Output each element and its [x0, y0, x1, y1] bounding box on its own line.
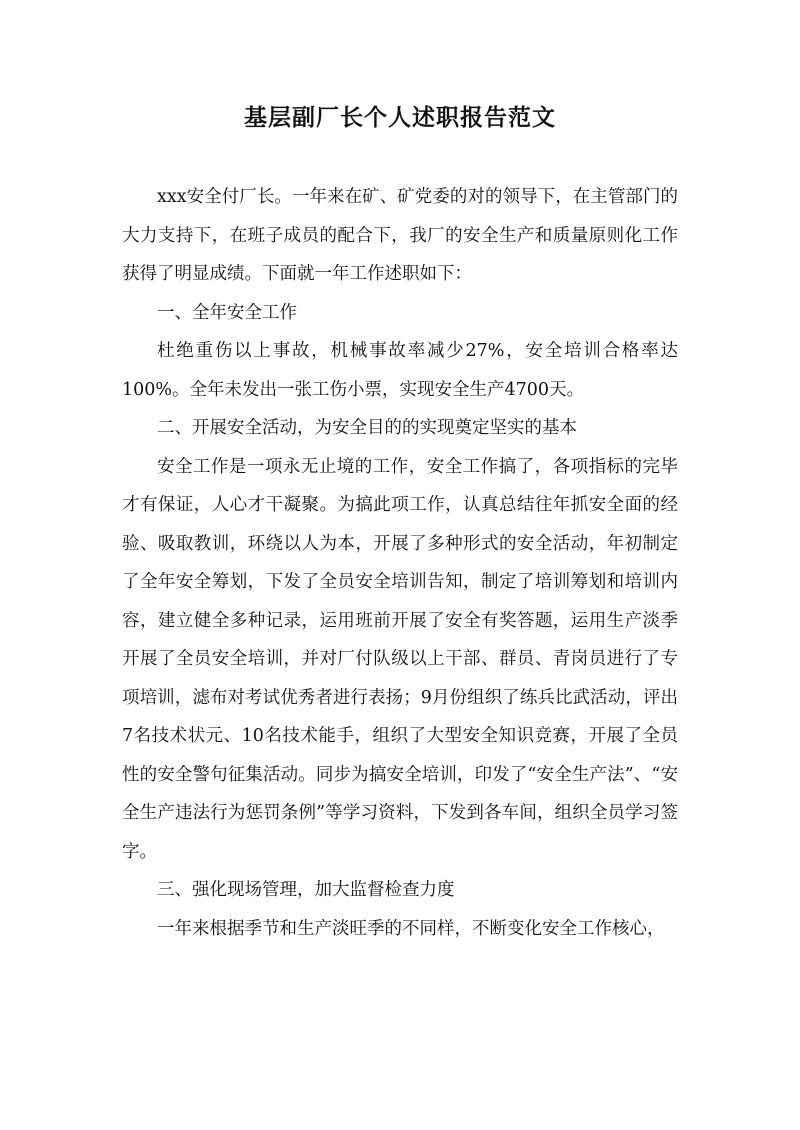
document-body	[122, 178, 678, 948]
section-heading-3: 三、强化现场管理，加大监督检查力度	[157, 880, 455, 900]
page-title: 基层副厂长个人述职报告范文	[244, 104, 556, 131]
paragraph-safety-activities: 安全工作是一项永无止境的工作，安全工作搞了，各项指标的完毕才有保证，人心才干凝聚。为搞此项工作，认真总结往年抓安全面的经验、吸取教训，环绕以人为本，开展了多种形式的安全活动，年初制定了全年安全筹划，下发了全员安全培训告知，制定了培训筹划和培训内容，建立健全多种记录，运用班前开展了安全有奖答题，运用生产淡季开展了全员安全培训，并对厂付队级以上干部、群员、青岗员进行了专项培训，滤布对考试优秀者进行表扬；9月份组织了练兵比武活动，评出7名技术状元、10名技术能手，组织了大型安全知识竞赛，开展了全员性的安全警句征集活动。同步为搞安全培训，印发了“安全生产法”、“安全生产违法行为惩罚条例”等学习资料，下发到各车间，组织全员学习签字。	[122, 456, 678, 862]
section-heading-1: 一、全年安全工作	[157, 302, 297, 323]
section-heading-2: 二、开展安全活动，为安全目的的实现奠定坚实的基本	[157, 418, 577, 438]
paragraph-intro: xxx安全付厂长。一年来在矿、矿党委的对的领导下，在主管部门的大力支持下，在班子成员的配合下，我厂的安全生产和质量原则化工作获得了明显成绩。下面就一年工作述职如下：	[122, 187, 678, 284]
paragraph-safety-results: 杜绝重伤以上事故，机械事故率减少27%，安全培训合格率达100%。全年未发出一张工伤小票，实现安全生产4700天。	[122, 341, 678, 400]
paragraph-site-management: 一年来根据季节和生产淡旺季的不同样，不断变化安全工作核心，	[157, 918, 665, 939]
